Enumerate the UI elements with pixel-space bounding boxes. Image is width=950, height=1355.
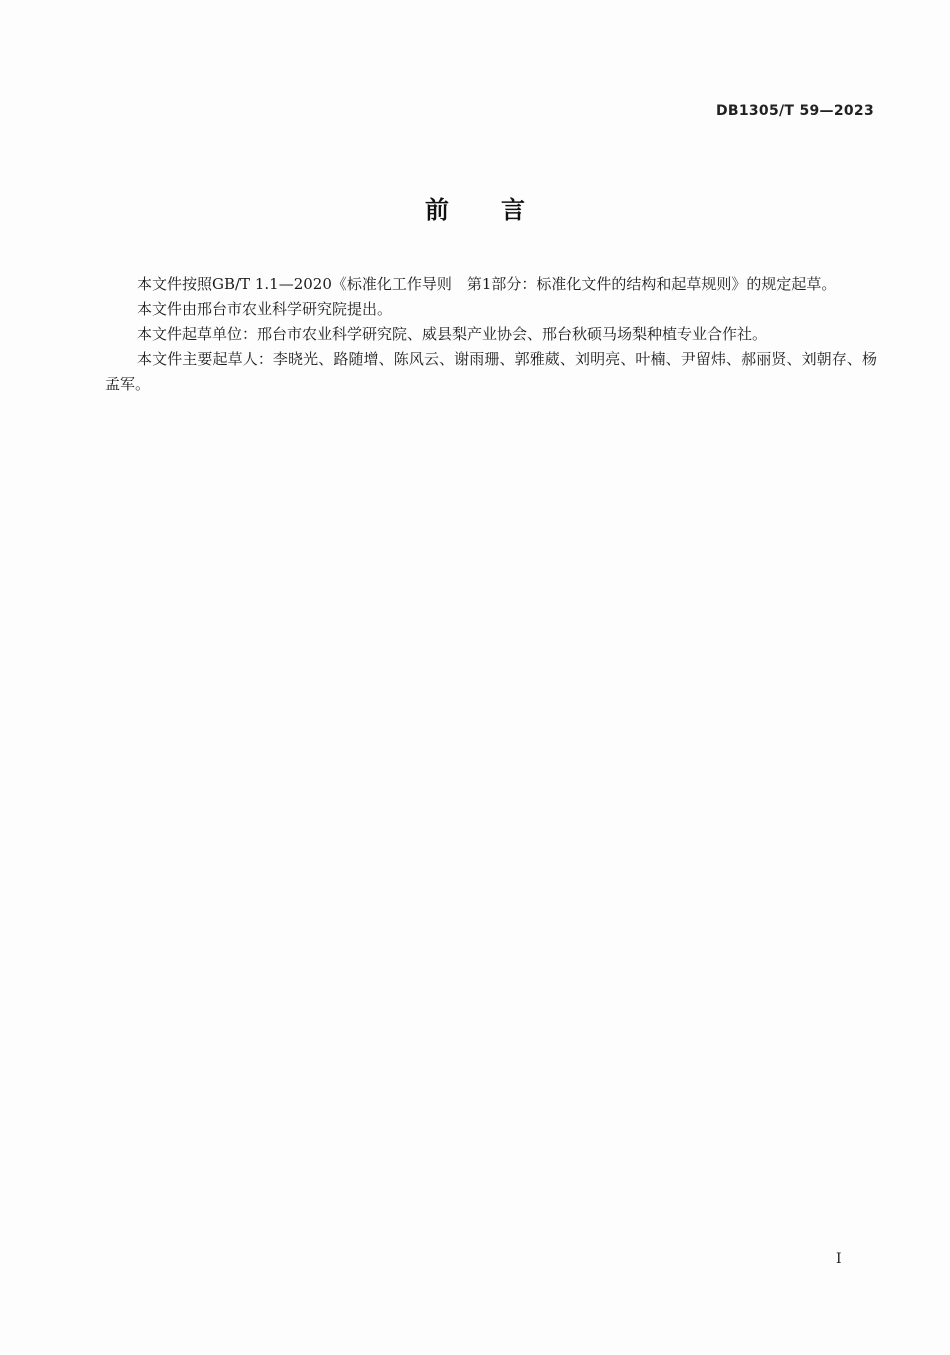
foreword-body	[105, 272, 877, 397]
paragraph-drafting-units: 本文件起草单位：邢台市农业科学研究院、威县梨产业协会、邢台秋硕马场梨种植专业合作社。	[137, 325, 768, 343]
page-heading: 前言	[425, 196, 577, 224]
paragraph-drafters: 本文件主要起草人：李晓光、路随增、陈风云、谢雨珊、郭雅葳、刘明亮、叶楠、尹留炜、郝丽贤、刘朝存、杨孟军。	[105, 350, 877, 393]
paragraph-drafting-basis: 本文件按照GB/T 1.1—2020《标准化工作导则 第1部分：标准化文件的结构和起草规则》的规定起草。	[137, 275, 837, 293]
page-number: I	[836, 1251, 842, 1267]
paragraph-proposer: 本文件由邢台市农业科学研究院提出。	[137, 300, 393, 318]
standard-number: DB1305/T 59—2023	[715, 103, 874, 119]
